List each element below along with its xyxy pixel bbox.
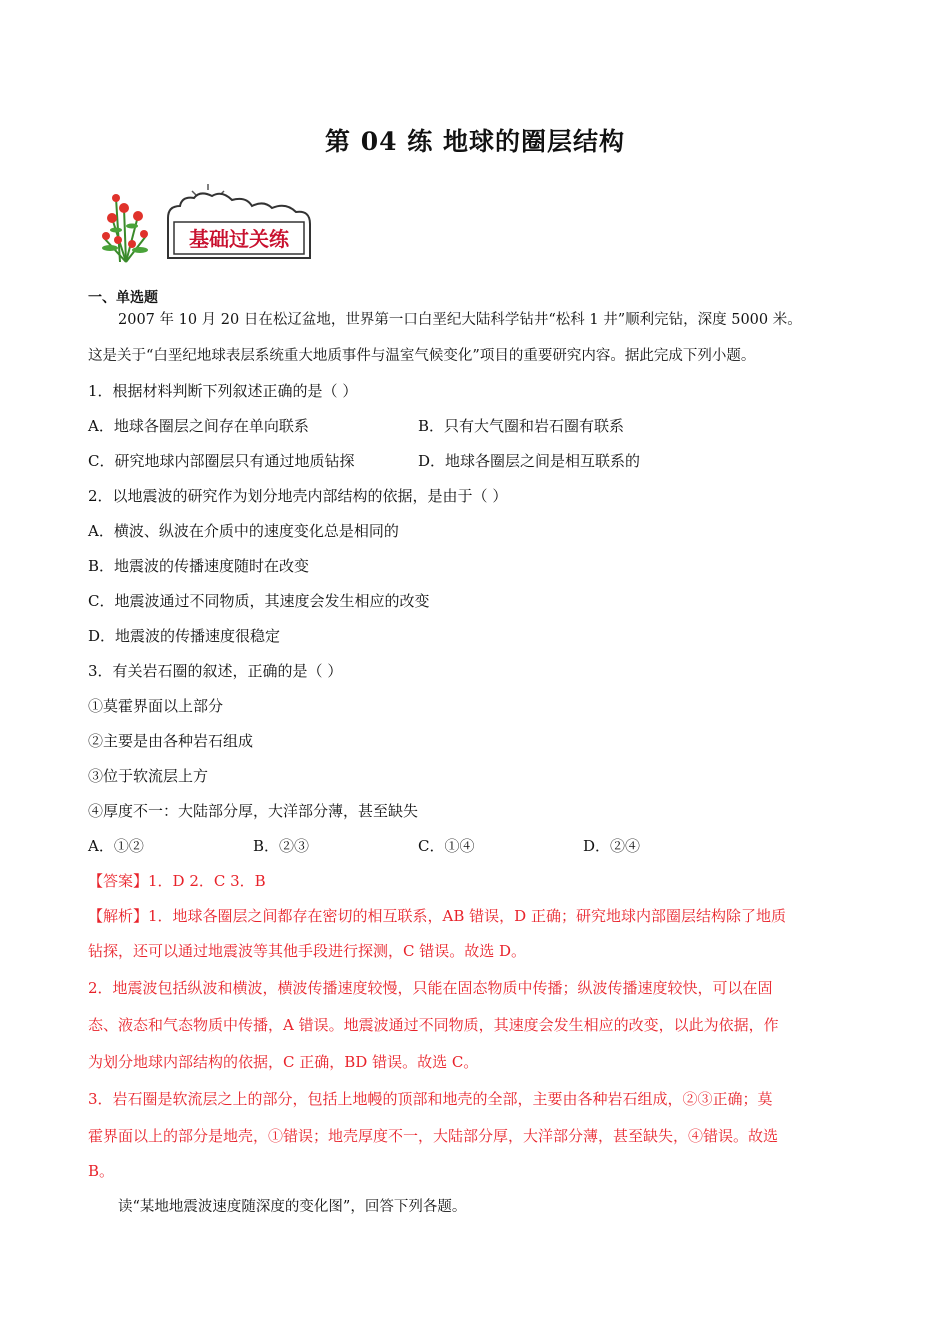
flower-icon [96,178,328,264]
q2-option-a: A．横波、纵波在介质中的速度变化总是相同的 [88,522,399,540]
q3-option-a: A．①② [88,837,144,855]
q3-statement-3: ③位于软流层上方 [88,767,209,785]
q1-option-c: C．研究地球内部圈层只有通过地质钻探 [88,452,355,470]
analysis-line-2: 钻探，还可以通过地震波等其他手段进行探测，C 错误。故选 D。 [88,942,527,960]
analysis-line-3: 2．地震波包括纵波和横波，横波传播速度较慢，只能在固态物质中传播；纵波传播速度较快，可以在固 [88,979,773,997]
q2-stem: 2．以地震波的研究作为划分地壳内部结构的依据，是由于（ ） [88,487,508,505]
next-question-intro: 读“某地地震波速度随深度的变化图”，回答下列各题。 [118,1199,467,1215]
q2-option-b: B．地震波的传播速度随时在改变 [88,557,310,575]
q3-option-d: D．②④ [583,837,641,855]
q1-stem: 1．根据材料判断下列叙述正确的是（ ） [88,382,358,400]
material-line-1: 2007 年 10 月 20 日在松辽盆地，世界第一口白垩纪大陆科学钻井“松科 1 井”顺利完钻，深度 5000 米。 [118,312,802,328]
analysis-line-5: 为划分地球内部结构的依据，C 正确，BD 错误。故选 C。 [88,1053,479,1071]
q3-statement-2: ②主要是由各种岩石组成 [88,732,254,750]
q3-statement-4: ④厚度不一：大陆部分厚，大洋部分薄，甚至缺失 [88,802,419,820]
q3-stem: 3．有关岩石圈的叙述，正确的是（ ） [88,662,343,680]
q2-option-c: C．地震波通过不同物质，其速度会发生相应的改变 [88,592,430,610]
q1-option-b: B．只有大气圈和岩石圈有联系 [418,417,625,435]
analysis-line-6: 3．岩石圈是软流层之上的部分，包括上地幔的顶部和地壳的全部，主要由各种岩石组成，②③正确；莫 [88,1090,773,1108]
q1-option-a: A．地球各圈层之间存在单向联系 [88,417,309,435]
q3-option-c: C．①④ [418,837,475,855]
section-banner [96,178,328,264]
banner-label: 基础过关练 [189,227,289,251]
q3-statement-1: ①莫霍界面以上部分 [88,697,224,715]
analysis-line-4: 态、液态和气态物质中传播，A 错误。地震波通过不同物质，其速度会发生相应的改变，以此为依据，作 [88,1016,779,1034]
q2-option-d: D．地震波的传播速度很稳定 [88,627,281,645]
answer-key: 【答案】1．D 2．C 3．B [88,872,266,890]
q3-option-b: B．②③ [253,837,310,855]
analysis-line-8: B。 [88,1162,115,1180]
material-line-2: 这是关于“白垩纪地球表层系统重大地质事件与温室气候变化”项目的重要研究内容。据此完成下列小题。 [88,348,756,364]
q1-option-d: D．地球各圈层之间是相互联系的 [418,452,641,470]
analysis-line-7: 霍界面以上的部分是地壳，①错误；地壳厚度不一，大陆部分厚，大洋部分薄，甚至缺失，④错误。故选 [88,1127,779,1145]
section-heading: 一、单选题 [88,290,158,306]
analysis-line-1: 【解析】1．地球各圈层之间都存在密切的相互联系，AB 错误，D 正确；研究地球内部圈层结构除了地质 [88,907,786,925]
page-title: 第 04 练 地球的圈层结构 [325,127,625,156]
